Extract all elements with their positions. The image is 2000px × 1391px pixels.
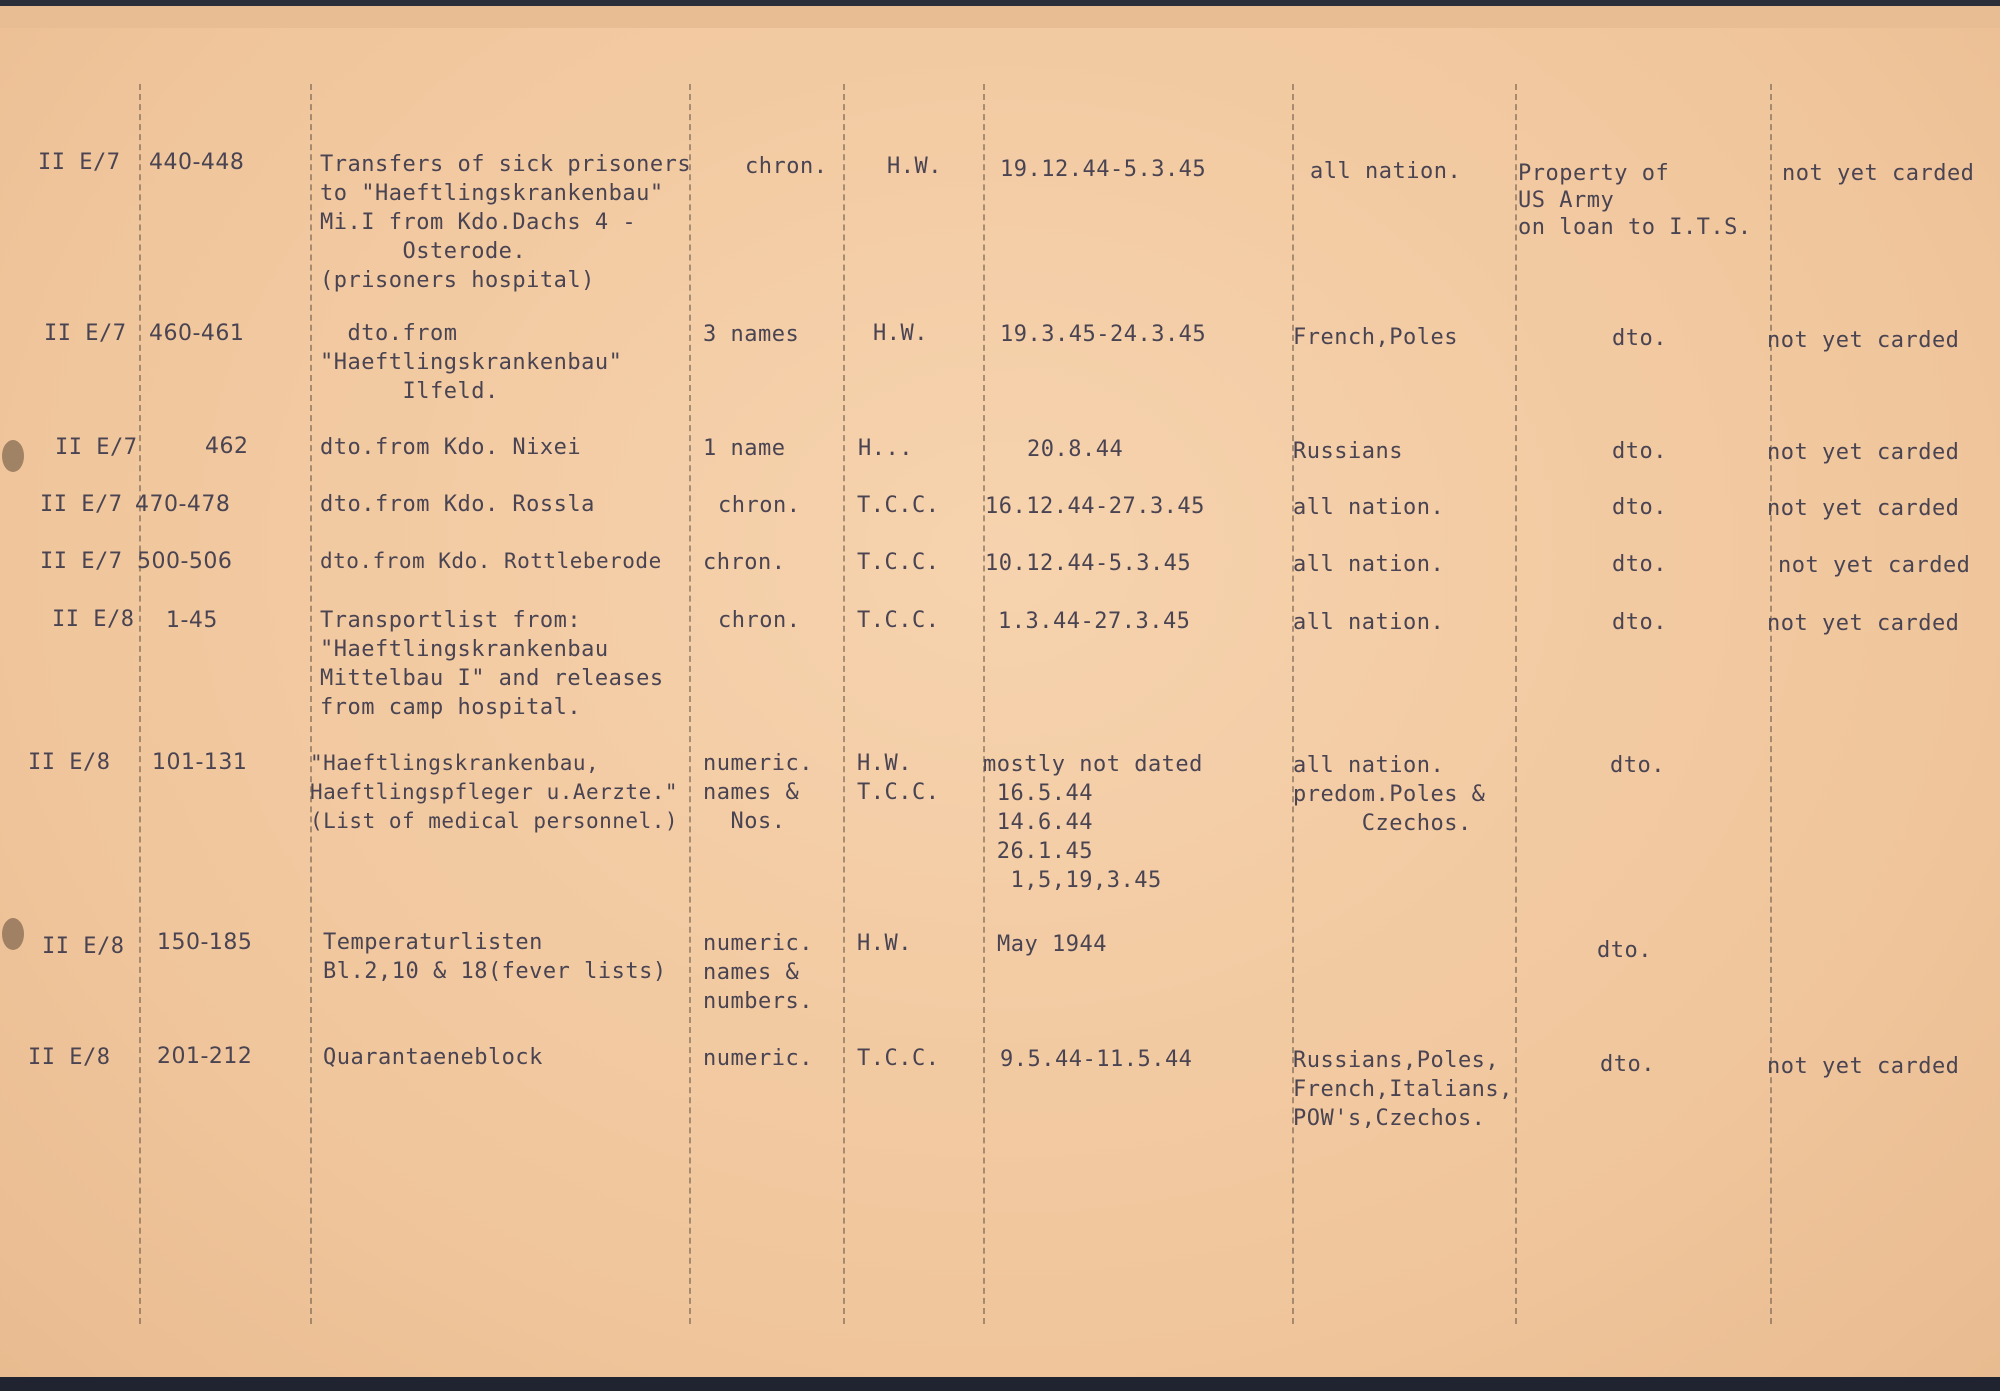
record-property: Property of US Army on loan to I.T.S. [1518, 161, 1752, 240]
record-nationality: all nation. [1293, 552, 1445, 577]
record-arrangement: numeric. [703, 1046, 813, 1071]
record-numbers: 500-506 [137, 549, 233, 574]
record-card-status: not yet carded [1767, 440, 1960, 465]
record-date: mostly not dated 16.5.44 14.6.44 26.1.45 1,5,19,3.45 [983, 752, 1203, 893]
record-description: dto.from Kdo. Nixei [320, 435, 582, 460]
record-arrangement: chron. [718, 608, 801, 633]
record-date: 1.3.44-27.3.45 [998, 609, 1191, 634]
record-form: H... [858, 436, 913, 461]
record-property: dto. [1612, 326, 1667, 351]
record-numbers: 1-45 [166, 608, 218, 633]
record-nationality: all nation. [1293, 495, 1445, 520]
column-rule [1770, 84, 1772, 1324]
record-arrangement: chron. [703, 550, 786, 575]
record-date: 19.12.44-5.3.45 [1000, 157, 1207, 182]
record-form: H.W. [873, 321, 928, 346]
column-rule [139, 84, 141, 1324]
record-property: dto. [1612, 610, 1667, 635]
record-arrangement: numeric. names & numbers. [703, 931, 813, 1014]
record-arrangement: chron. [745, 154, 828, 179]
record-description: Transportlist from: "Haeftlingskrankenbau Mittelbau I" and releases from camp hospital. [320, 608, 664, 720]
record-form: T.C.C. [857, 550, 940, 575]
record-nationality: all nation. [1293, 610, 1445, 635]
column-rule [843, 84, 845, 1324]
record-reference: II E/8 [52, 607, 135, 632]
record-numbers: 460-461 [149, 321, 245, 346]
record-card-status: not yet carded [1767, 611, 1960, 636]
record-date: 10.12.44-5.3.45 [985, 551, 1192, 576]
record-description: Quarantaeneblock [323, 1045, 543, 1070]
record-arrangement: numeric. names & Nos. [703, 751, 813, 834]
record-arrangement: chron. [718, 493, 801, 518]
column-rule [983, 84, 985, 1324]
record-description: Transfers of sick prisoners to "Haeftlingskrankenbau" Mi.I from Kdo.Dachs 4 - Osterode. (prisoners hospital) [320, 152, 692, 293]
column-rule [1292, 84, 1294, 1324]
document-page [0, 6, 2000, 1377]
record-date: 9.5.44-11.5.44 [1000, 1047, 1193, 1072]
record-numbers: 470-478 [135, 492, 231, 517]
record-arrangement: 3 names [703, 322, 800, 347]
record-reference: II E/8 [28, 750, 111, 775]
record-nationality: all nation. predom.Poles & Czechos. [1293, 753, 1486, 836]
record-form: T.C.C. [857, 493, 940, 518]
record-property: dto. [1600, 1052, 1655, 1077]
record-description: Temperaturlisten Bl.2,10 & 18(fever lists) [323, 930, 667, 984]
page-bottom-edge [0, 1377, 2000, 1391]
record-description: dto.from "Haeftlingskrankenbau" Ilfeld. [320, 321, 623, 404]
record-nationality: French,Poles [1293, 325, 1458, 350]
record-nationality: Russians [1293, 439, 1403, 464]
record-card-status: not yet carded [1767, 328, 1960, 353]
binding-hole [2, 440, 24, 472]
column-rule [310, 84, 312, 1324]
record-card-status: not yet carded [1767, 496, 1960, 521]
record-property: dto. [1597, 938, 1652, 963]
record-property: dto. [1612, 495, 1667, 520]
record-numbers: 101-131 [152, 750, 248, 775]
record-numbers: 201-212 [157, 1044, 253, 1069]
column-rule [1515, 84, 1517, 1324]
record-property: dto. [1612, 439, 1667, 464]
record-reference: II E/7 [40, 492, 123, 517]
record-date: May 1944 [997, 932, 1107, 957]
record-form: T.C.C. [857, 608, 940, 633]
record-nationality: Russians,Poles, French,Italians, POW's,Czechos. [1293, 1048, 1513, 1131]
record-date: 19.3.45-24.3.45 [1000, 322, 1207, 347]
record-form: H.W. [887, 154, 942, 179]
record-arrangement: 1 name [703, 436, 786, 461]
record-form: T.C.C. [857, 1046, 940, 1071]
record-property: dto. [1612, 552, 1667, 577]
record-date: 16.12.44-27.3.45 [985, 494, 1205, 519]
record-form: H.W. [857, 931, 912, 956]
record-reference: II E/7 [38, 150, 121, 175]
record-reference: II E/7 [55, 435, 138, 460]
record-description: "Haeftlingskrankenbau, Haeftlingspfleger u.Aerzte." (List of medical personnel.) [310, 751, 679, 833]
record-card-status: not yet carded [1778, 553, 1971, 578]
record-card-status: not yet carded [1767, 1054, 1960, 1079]
record-description: dto.from Kdo. Rottleberode [320, 549, 662, 573]
record-reference: II E/8 [42, 934, 125, 959]
record-nationality: all nation. [1310, 159, 1462, 184]
record-date: 20.8.44 [1027, 437, 1124, 462]
record-reference: II E/8 [28, 1045, 111, 1070]
record-card-status: not yet carded [1782, 161, 1975, 186]
record-form: H.W. T.C.C. [857, 751, 940, 805]
record-reference: II E/7 [40, 549, 123, 574]
binding-hole [2, 918, 24, 950]
record-numbers: 150-185 [157, 930, 253, 955]
record-reference: II E/7 [44, 321, 127, 346]
record-numbers: 440-448 [149, 150, 245, 175]
record-numbers: 462 [205, 434, 249, 459]
page-top-edge [0, 6, 2000, 28]
record-description: dto.from Kdo. Rossla [320, 492, 595, 517]
record-property: dto. [1610, 753, 1665, 778]
